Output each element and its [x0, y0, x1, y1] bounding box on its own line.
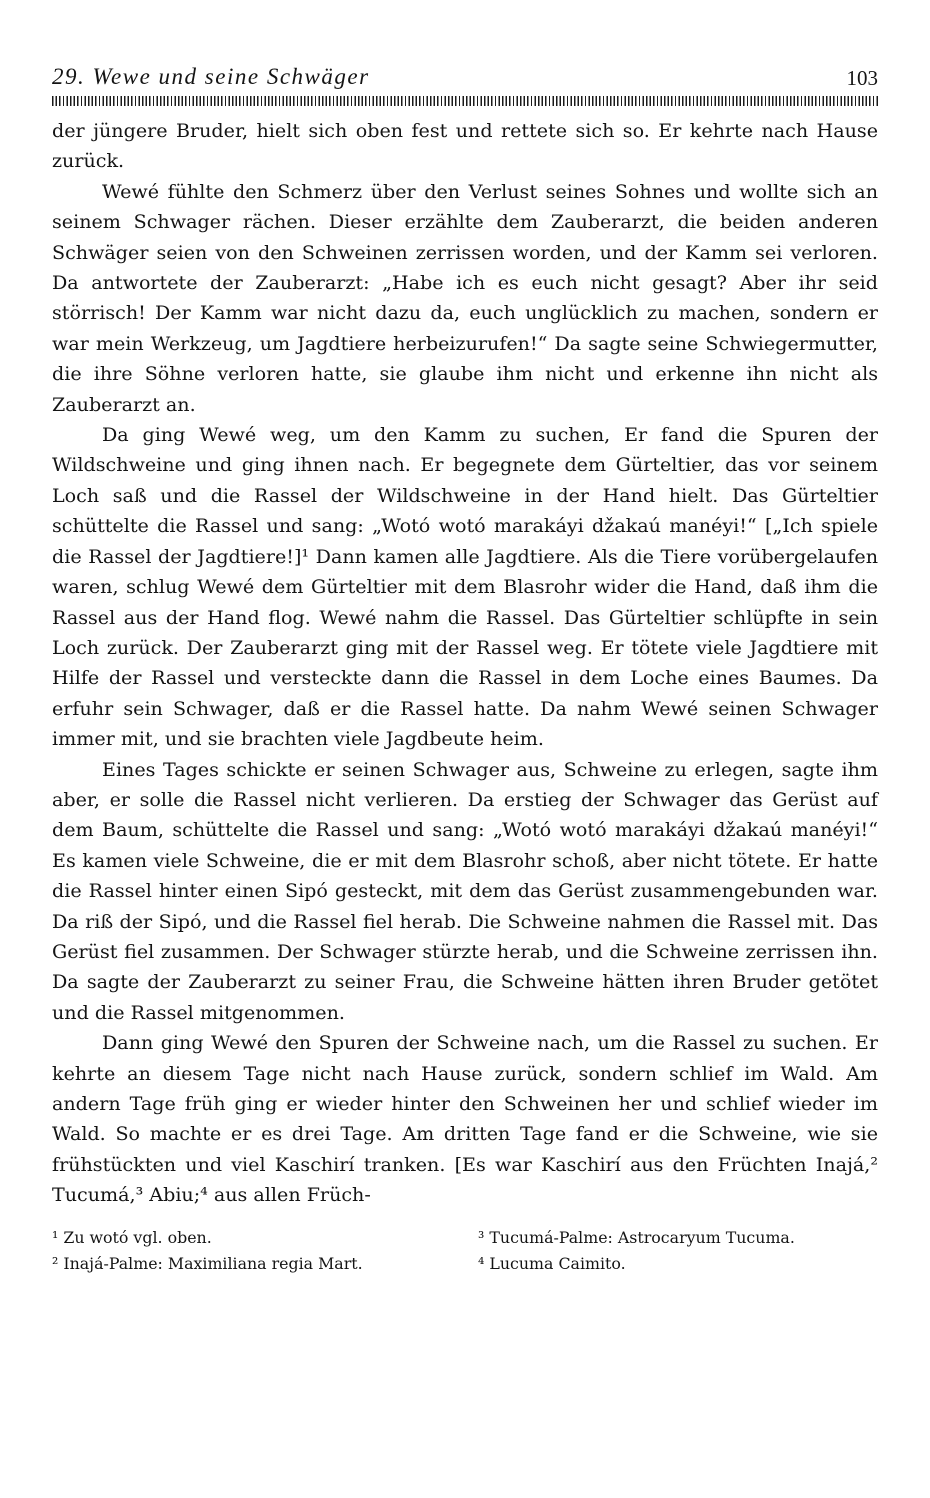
page-number: 103	[846, 66, 878, 90]
footnotes	[52, 1225, 878, 1277]
running-header	[52, 64, 878, 94]
running-title: 29. Wewe und seine Schwäger	[52, 64, 370, 89]
book-page	[52, 64, 878, 1277]
body-text	[52, 116, 878, 1211]
footnote-4: ⁴ Lucuma Caimito.	[478, 1253, 626, 1273]
paragraph: der jüngere Bruder, hielt sich oben fest und rettete sich so. Er kehrte nach Hause zurück.	[52, 119, 878, 173]
paragraph: Da ging Wewé weg, um den Kamm zu suchen, Er fand die Spuren der Wildschweine und ging ihnen nach. Er begegnete dem Gürteltier, das vor seinem Loch saß und die Rassel der Wildschweine in der Hand hielt. Das Gürteltier schüttelte die Rassel und sang: „Wotó wotó marakáyi džakaú manéyi!“ [„Ich spiele die Rassel der Jagdtiere!]¹ Dann kamen alle Jagdtiere. Als die Tiere vorübergelaufen waren, schlug Wewé dem Gürteltier mit dem Blasrohr wider die Hand, daß ihm die Rassel aus der Hand flog. Wewé nahm die Rassel. Das Gürteltier schlüpfte in sein Loch zurück. Der Zauberarzt ging mit der Rassel weg. Er tötete viele Jagdtiere mit Hilfe der Rassel und versteckte dann die Rassel in dem Loche eines Baumes. Da erfuhr sein Schwager, daß er die Rassel hatte. Da nahm Wewé seinen Schwager immer mit, und sie brachten viele Jagdbeute heim.	[52, 423, 878, 751]
footnotes-right-column	[478, 1225, 878, 1277]
footnote-2: ² Inajá-Palme: Maximiliana regia Mart.	[52, 1253, 363, 1273]
footnotes-left-column	[52, 1225, 452, 1277]
paragraph: Eines Tages schickte er seinen Schwager aus, Schweine zu erlegen, sagte ihm aber, er solle die Rassel nicht verlieren. Da erstieg der Schwager das Gerüst auf dem Baum, schüttelte die Rassel und sang: „Wotó wotó marakáyi džakaú manéyi!“ Es kamen viele Schweine, die er mit dem Blasrohr schoß, aber nicht tötete. Er hatte die Rassel hinter einen Sipó gesteckt, mit dem das Gerüst zusammengebunden war. Da riß der Sipó, und die Rassel fiel herab. Die Schweine nahmen die Rassel mit. Das Gerüst fiel zusammen. Der Schwager stürzte herab, und die Schweine zerrissen ihn. Da sagte der Zauberarzt zu seiner Frau, die Schweine hätten ihren Bruder getötet und die Rassel mitgenommen.	[52, 757, 878, 1024]
footnote-3: ³ Tucumá-Palme: Astrocaryum Tucuma.	[478, 1227, 795, 1247]
paragraph: Dann ging Wewé den Spuren der Schweine nach, um die Rassel zu suchen. Er kehrte an diesem Tage nicht nach Hause zurück, sondern schlief im Wald. Am andern Tage früh ging er wieder hinter den Schweinen her und schlief wieder im Wald. So machte er es drei Tage. Am dritten Tage fand er die Schweine, wie sie frühstückten und viel Kaschirí tranken. [Es war Kaschirí aus den Früchten Inajá,² Tucumá,³ Abiu;⁴ aus allen Früch-	[52, 1031, 878, 1207]
footnote-1: ¹ Zu wotó vgl. oben.	[52, 1227, 212, 1247]
paragraph: Wewé fühlte den Schmerz über den Verlust seines Sohnes und wollte sich an seinem Schwager rächen. Dieser erzählte dem Zauberarzt, die beiden anderen Schwäger seien von den Schweinen zerrissen worden, und der Kamm sei verloren. Da antwortete der Zauberarzt: „Habe ich es euch nicht gesagt? Aber ihr seid störrisch! Der Kamm war nicht dazu da, euch unglücklich zu machen, sondern er war mein Werkzeug, um Jagdtiere herbeizurufen!“ Da sagte seine Schwiegermutter, die ihre Söhne verloren hatte, sie glaube ihm nicht und erkenne ihn nicht als Zauberarzt an.	[52, 179, 878, 416]
header-rule	[52, 96, 878, 106]
